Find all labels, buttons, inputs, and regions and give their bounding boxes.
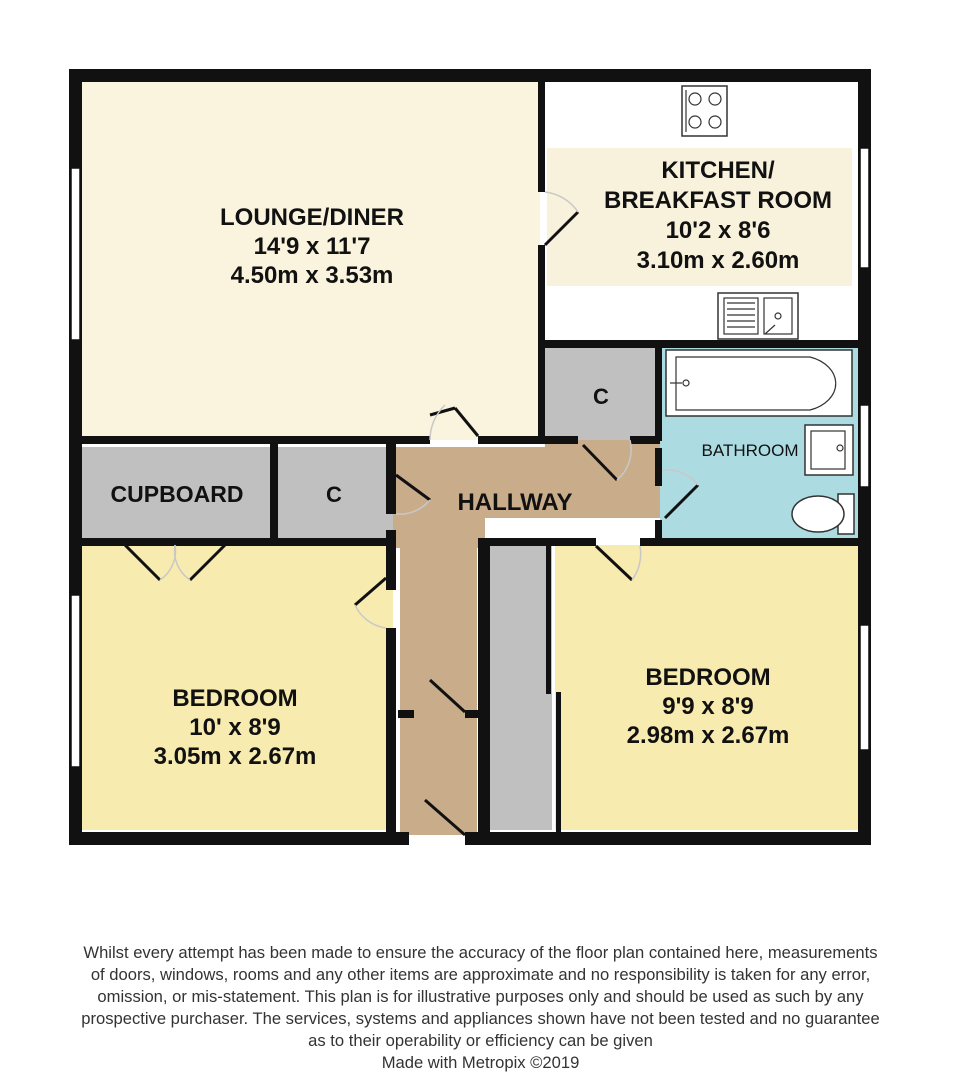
bedroom-right-name: BEDROOM	[645, 664, 771, 691]
kitchen-window	[860, 148, 869, 268]
cupboard-label: CUPBOARD	[110, 481, 244, 507]
lounge-name: LOUNGE/DINER	[219, 204, 405, 231]
disclaimer-line: as to their operability or efficiency can be given	[308, 1031, 653, 1050]
lounge-metric: 4.50m x 3.53m	[230, 262, 394, 289]
credit-line: Made with Metropix ©2019	[381, 1053, 580, 1072]
hallway-label: HALLWAY	[457, 489, 573, 516]
cupboard-c-left-label: C	[326, 482, 342, 507]
kitchen-sink-icon	[718, 293, 798, 339]
bedroom-left-window	[71, 595, 80, 767]
basin-icon	[805, 425, 853, 475]
bath-icon	[666, 350, 852, 416]
disclaimer-line: prospective purchaser. The services, systems and appliances shown have not been tested and no guarantee	[81, 1009, 880, 1028]
bedroom-left-imperial: 10' x 8'9	[189, 714, 281, 741]
cupboard-c-top-label: C	[593, 384, 609, 409]
toilet-icon	[792, 494, 854, 534]
kitchen-name-line2: BREAKFAST ROOM	[604, 187, 832, 214]
kitchen-imperial: 10'2 x 8'6	[665, 217, 771, 244]
disclaimer	[10, 942, 951, 1074]
disclaimer-line: omission, or mis-statement. This plan is for illustrative purposes only and should be used as such by any	[97, 987, 864, 1006]
bedroom-left-metric: 3.05m x 2.67m	[153, 743, 317, 770]
lounge-floor	[80, 80, 540, 440]
bedroom-right-imperial: 9'9 x 8'9	[662, 693, 754, 720]
bedroom-left-name: BEDROOM	[172, 685, 298, 712]
disclaimer-line: Whilst every attempt has been made to ensure the accuracy of the floor plan contained here, measurements	[83, 943, 878, 962]
kitchen-name-line1: KITCHEN/	[661, 157, 775, 184]
bathroom-label: BATHROOM	[701, 441, 799, 460]
disclaimer-line: of doors, windows, rooms and any other items are approximate and no responsibility is taken for any error,	[90, 965, 871, 984]
bedroom-right-metric: 2.98m x 2.67m	[626, 722, 790, 749]
hob-icon	[682, 86, 727, 136]
bedroom-right-window	[860, 625, 869, 750]
bathroom-window	[860, 405, 869, 487]
wardrobe-strip	[490, 545, 552, 830]
lounge-window	[71, 168, 80, 340]
kitchen-metric: 3.10m x 2.60m	[636, 247, 800, 274]
lounge-imperial: 14'9 x 11'7	[253, 233, 371, 260]
